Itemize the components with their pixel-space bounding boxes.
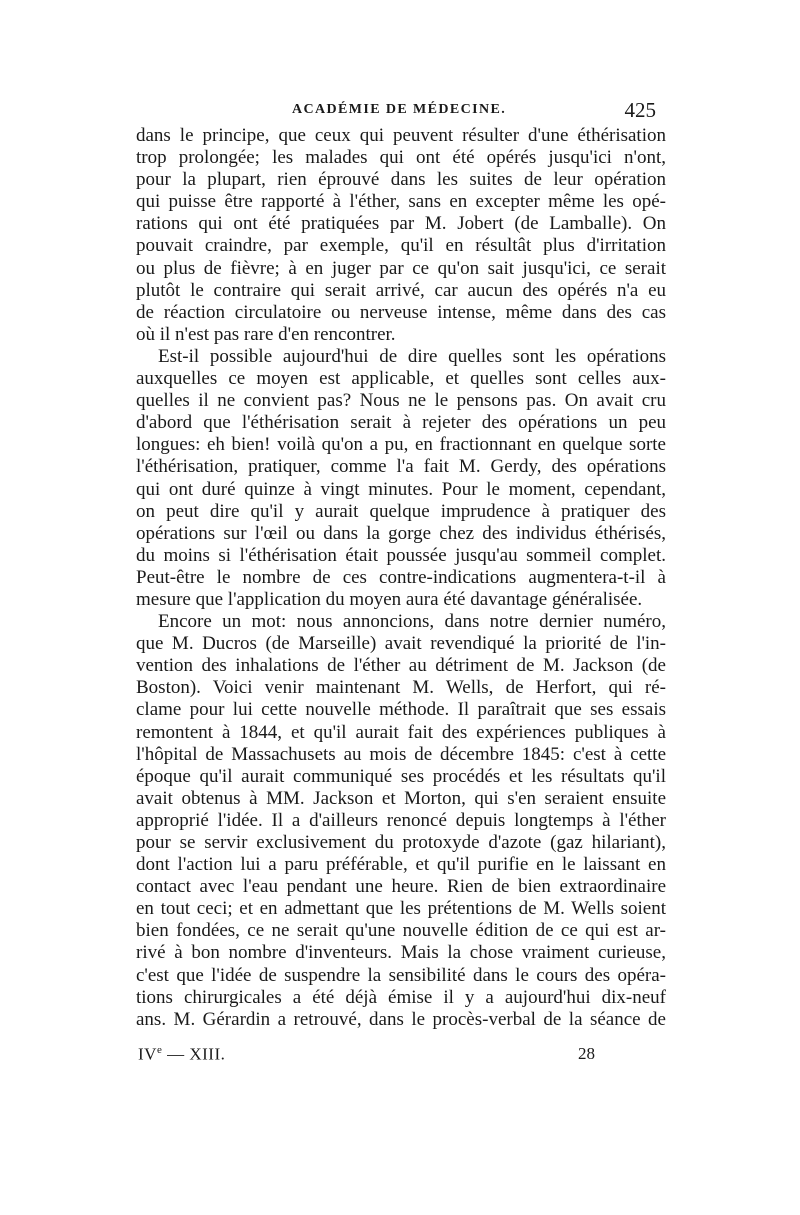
text-line: quelles il ne convient pas? Nous ne le pensons pas. On avait cru [136, 390, 666, 412]
text-line: approprié l'idée. Il a d'ailleurs renoncé depuis longtemps à l'éther [136, 809, 666, 831]
running-title: ACADÉMIE DE MÉDECINE. [292, 102, 507, 117]
text-line: contact avec l'eau pendant une heure. Rien de bien extraordinaire [136, 876, 666, 898]
text-line: clame pour lui cette nouvelle méthode. Il paraîtrait que ses essais [136, 699, 666, 721]
text-line: c'est que l'idée de suspendre la sensibilité dans le cours des opéra- [136, 964, 666, 986]
text-line: du moins si l'éthérisation était poussée jusqu'au sommeil complet. [136, 544, 666, 566]
signature-mark [138, 1044, 225, 1065]
text-line: Peut-être le nombre de ces contre-indications augmentera-t-il à [136, 566, 666, 588]
text-line: pouvait craindre, par exemple, qu'il en résultât plus d'irritation [136, 235, 666, 257]
text-line: trop prolongée; les malades qui ont été opérés jusqu'ici n'ont, [136, 147, 666, 169]
text-line: ans. M. Gérardin a retrouvé, dans le procès-verbal de la séance de [136, 1008, 666, 1030]
text-line: de réaction circulatoire ou nerveuse intense, même dans des cas [136, 301, 666, 323]
text-line: d'abord que l'éthérisation serait à rejeter des opérations un peu [136, 412, 666, 434]
sheet-number: 28 [578, 1044, 595, 1063]
signature-superscript: e [156, 1044, 163, 1056]
text-line: dans le principe, que ceux qui peuvent résulter d'une éthérisation [136, 125, 666, 146]
text-line: Encore un mot: nous annoncions, dans notre dernier numéro, [158, 611, 666, 633]
text-line: tions chirurgicales a été déjà émise il y a aujourd'hui dix-neuf [136, 986, 666, 1008]
text-line: ou plus de fièvre; à en juger par ce qu'on sait jusqu'ici, ce serait [136, 257, 666, 279]
text-line: remontent à 1844, et qu'il aurait fait des expériences publiques à [136, 721, 666, 743]
text-line: opérations sur l'œil ou dans la gorge chez des individus éthérisés, [136, 522, 666, 544]
text-line: en tout ceci; et en admettant que les prétentions de M. Wells soient [136, 898, 666, 920]
signature-volume: IV [138, 1044, 157, 1064]
text-line: l'hôpital de Massachusets au mois de décembre 1845: c'est à cette [136, 743, 666, 765]
text-line: vention des inhalations de l'éther au détriment de M. Jackson (de [136, 655, 666, 677]
text-line: pour la plupart, rien éprouvé dans les suites de leur opération [136, 169, 666, 191]
text-line: époque qu'il aurait communiqué ses procédés et les résultats qu'il [136, 765, 666, 787]
text-line: rations qui ont été pratiquées par M. Jobert (de Lamballe). On [136, 213, 666, 235]
text-line: auxquelles ce moyen est applicable, et quelles sont celles aux- [136, 368, 666, 390]
text-line: longues: eh bien! voilà qu'on a pu, en fractionnant en quelque sorte [136, 434, 666, 456]
text-line: avait obtenus à MM. Jackson et Morton, qui s'en seraient ensuite [136, 787, 666, 809]
text-line: mesure que l'application du moyen aura été davantage généralisée. [136, 588, 643, 610]
text-line: l'éthérisation, pratiquer, comme l'a fait M. Gerdy, des opérations [136, 456, 666, 478]
text-line: rivé à bon nombre d'inventeurs. Mais la chose vraiment curieuse, [136, 942, 666, 964]
page-number: 425 [624, 98, 656, 122]
text-line: Est-il possible aujourd'hui de dire quelles sont les opérations [158, 345, 666, 367]
running-head [136, 98, 656, 128]
text-line: qui ont duré quinze à vingt minutes. Pour le moment, cependant, [136, 478, 666, 500]
page-footer [138, 1044, 668, 1070]
text-line: on peut dire qu'il y aurait quelque imprudence à pratiquer des [136, 500, 666, 522]
signature-series: — XIII. [162, 1044, 226, 1064]
text-line: Boston). Voici venir maintenant M. Wells, de Herfort, qui ré- [136, 677, 666, 699]
text-line: plutôt le contraire qui serait arrivé, car aucun des opérés n'a eu [136, 279, 666, 301]
body-text [136, 125, 666, 1031]
text-line: bien fondées, ce ne serait qu'une nouvelle édition de ce qui est ar- [136, 920, 666, 942]
text-line: pour se servir exclusivement du protoxyde d'azote (gaz hilariant), [136, 832, 666, 853]
text-line: que M. Ducros (de Marseille) avait revendiqué la priorité de l'in- [136, 633, 666, 655]
text-line: dont l'action lui a paru préférable, et qu'il purifie en le laissant en [136, 854, 666, 876]
text-line: où il n'est pas rare d'en rencontrer. [136, 323, 396, 345]
text-line: qui puisse être rapporté à l'éther, sans en excepter même les opé- [136, 191, 666, 213]
